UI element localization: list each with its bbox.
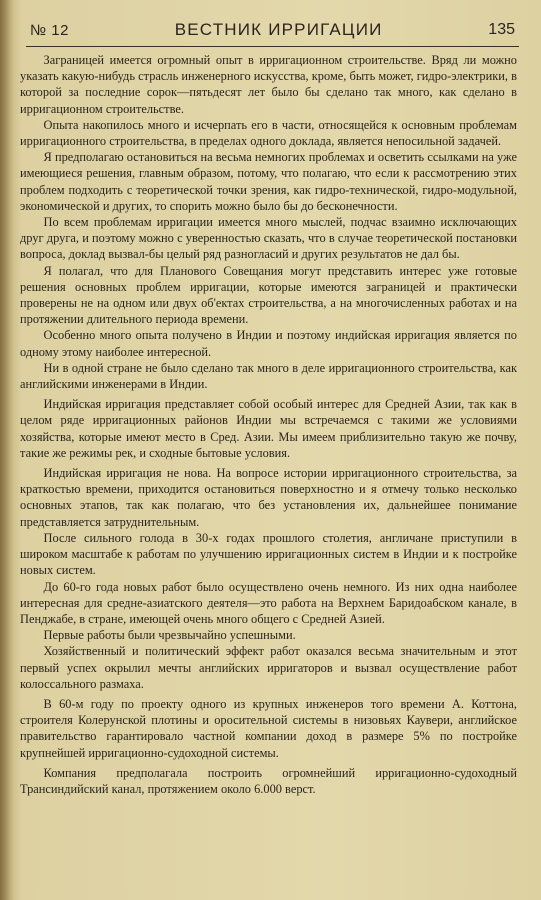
paragraph: До 60-го года новых работ было осуществлено очень немного. Из них одна наиболее интересная для средне-азиатского деятеля—это работа на Верхнем Баридоабском канале, в Пенджабе, в стране, имеющей очень много общего с Средней Азией. [20,579,517,626]
running-header [30,18,515,42]
paragraph: Ни в одной стране не было сделано так много в деле ирригационного строительства, как английскими инженерами в Индии. [20,360,517,392]
paragraph: По всем проблемам ирригации имеется много мыслей, подчас взаимно исключающих друг друга, и поэтому можно с уверенностью сказать, что в случае теоретической постановки вопроса, доклад вызвал-бы целый ряд разногласий и других результатов не дал бы. [20,215,517,262]
issue-number: № 12 [30,21,69,39]
paragraph: Индийская ирригация представляет собой особый интерес для Средней Азии, так как в целом ряде ирригационных районов Индии мы встречаемся с такими же условиями хозяйства, которые имеют место в Сред. Азии. Мы имеем приблизительно такую же почву, такие же режимы рек, и сходные бытовые условия. [20,397,517,460]
paragraph: В 60-м году по проекту одного из крупных инженеров того времени А. Коттона, строителя Колерунской плотины и оросительной системы в низовьях Каувери, английское правительство гарантировало частной компании доход в размере 5% по постройке крупнейшей ирригационно-судоходной системы. [20,696,517,760]
paragraph: Особенно много опыта получено в Индии и поэтому индийская ирригация является по одному этому наиболее интересной. [20,328,517,359]
paragraph: Опыта накопилось много и исчерпать его в части, относящейся к основным проблемам ирригационного строительства, в пределах одного доклада, является непосильной задачей. [20,117,517,149]
paragraph: После сильного голода в 30-х годах прошлого столетия, англичане приступили в широком масштабе к работам по улучшению ирригационных систем в Индии и к постройке новых систем. [20,530,517,578]
paragraph: Компания предполагала построить огромнейший ирригационно-судоходный Трансиндийский канал, протяжением около 6.000 верст. [20,765,517,796]
paragraph: Я полагал, что для Планового Совещания могут представить интерес уже готовые решения основных проблем ирригации, которые имеются заграницей и практически проверены не на одном или двух об'ектах строительства, а на многочисленных работах и на протяжении длительного периода времени. [20,263,517,327]
paragraph: Первые работы были чрезвычайно успешными. [43,628,296,643]
page-number: 135 [488,21,515,38]
book-spine-shadow [0,0,14,900]
paragraph: Индийская ирригация не нова. На вопросе истории ирригационного строительства, за краткостью времени, приходится остановиться поверхностно и я отмечу только несколько основных этапов, так как полагаю, что без установления их, дальнейшее понимание представляется затруднительным. [20,466,517,529]
paragraph: Я предполагаю остановиться на весьма немногих проблемах и осветить ссылками на уже имеющиеся решения, главным образом, потому, что полагаю, что если к рассмотрению этих проблем подходить с теоретической точки зрения, как гидро-технической, гидро-модульной, экономической и других, то спорить можно было бы до бесконечности. [20,150,517,213]
paragraph: Хозяйственный и политический эффект работ оказался весьма значительным и этот первый успех окрылил мечты английских ирригаторов и вызвал осуществление работ колоссального размаха. [20,644,517,691]
article-body [20,52,517,797]
header-rule [26,46,519,47]
paragraph: Заграницей имеется огромный опыт в ирригационном строительстве. Вряд ли можно указать какую-нибудь страсль инженерного искусства, кроме, быть может, гидро-электрики, в которой за последние сорок—пятьдесят лет было бы сделано так много, как сделано в ирригационном строительстве. [20,53,517,116]
journal-title: ВЕСТНИК ИРРИГАЦИИ [174,20,383,39]
